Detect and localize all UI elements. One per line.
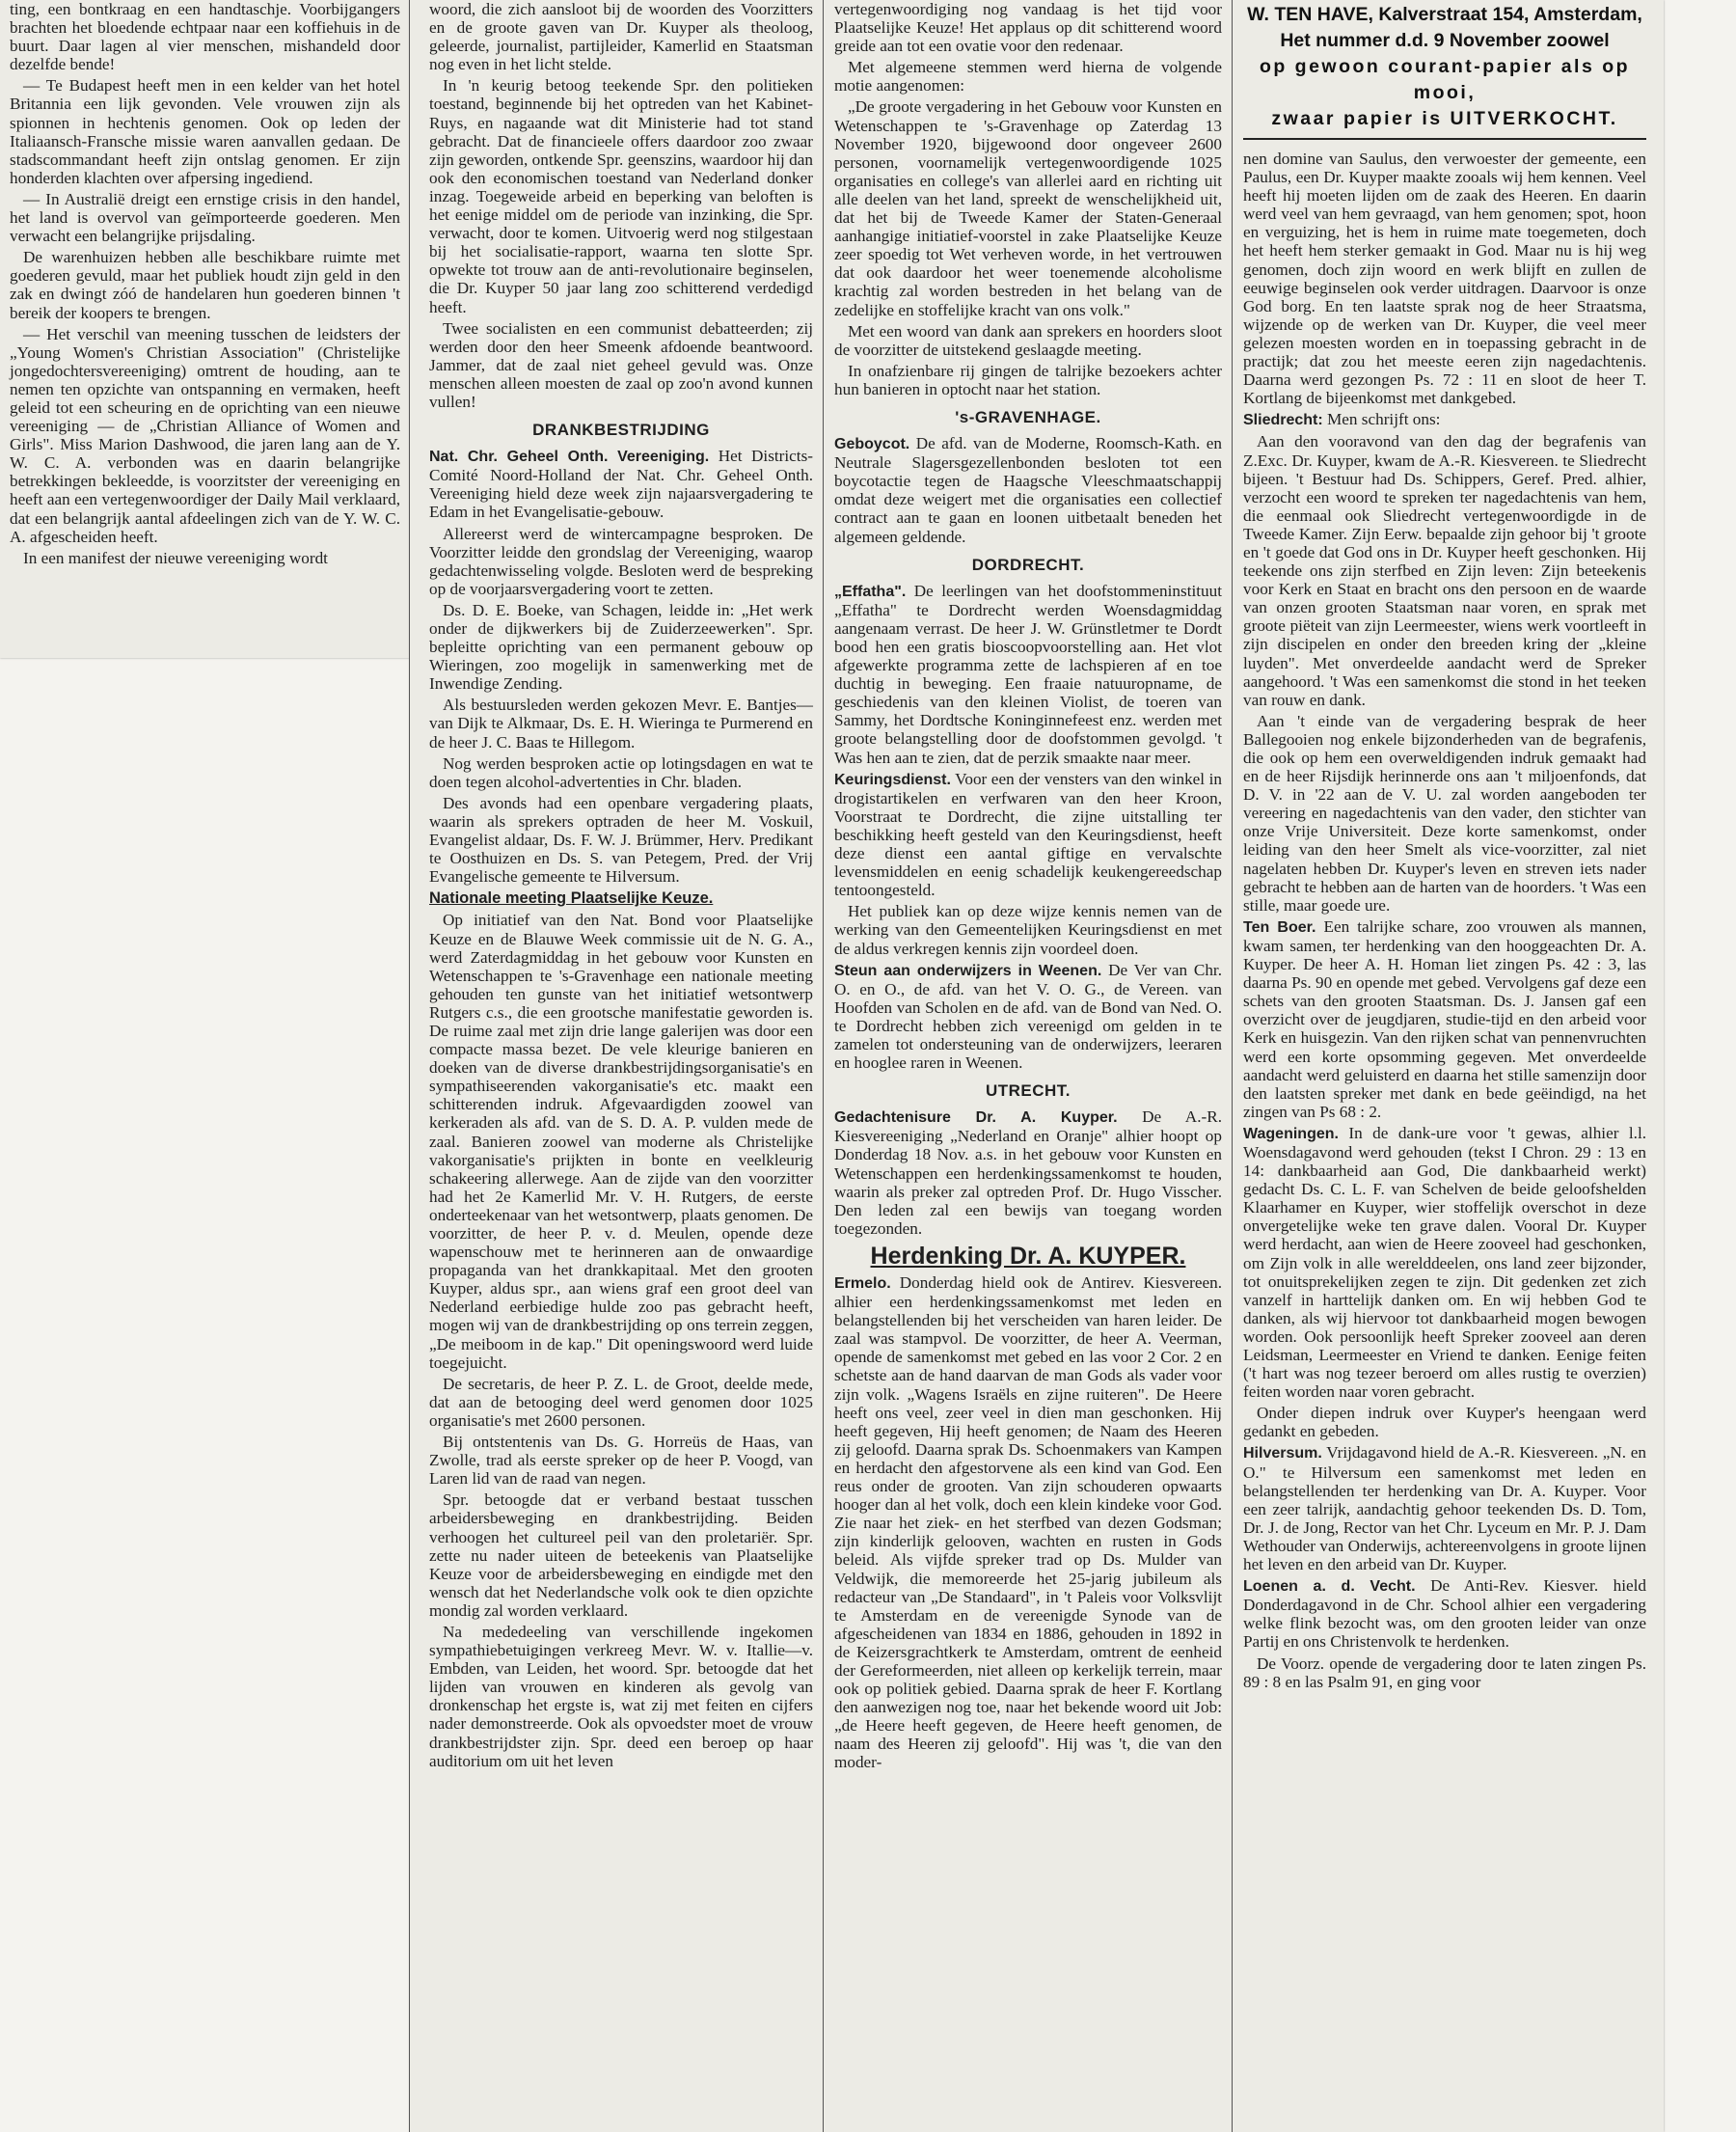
lead-in: Nat. Chr. Geheel Onth. Vereeniging. xyxy=(429,449,710,466)
lead-in: Keuringsdienst. xyxy=(834,771,951,788)
column-rule xyxy=(823,0,824,2132)
paragraph xyxy=(1243,1443,1646,1573)
paragraph xyxy=(834,770,1222,900)
paragraph: vertegenwoordiging nog vandaag is het tijd voor Plaatselijke Keuze! Het applaus op dit schitterend woord greide aan tot een ovatie voor den redenaar. xyxy=(834,0,1222,56)
paragraph: De secretaris, de heer P. Z. L. de Groot, deelde mede, dat aan de betooging deel werd genomen door 1025 organisatie's met 2600 personen. xyxy=(429,1374,813,1430)
subheading-nationale-meeting: Nationale meeting Plaatselijke Keuze. xyxy=(429,889,714,908)
lead-text: Vrijdagavond hield de A.-R. Kiesvereen. „N. en O." te Hilversum een samenkomst met leden en belangstellenden ter herdenking van Dr. A. Kuyper. Voor een zeer talrijk, aandachtig gehoor teekenden Ds. D. Tom, Dr. J. de Jong, Rector van het Chr. Lyceum en Mr. P. J. Dam Wethouder van Onderwijs, achtereenvolgens in groote lijnen het leven en den arbeid van Dr. Kuyper. xyxy=(1243,1443,1646,1574)
paragraph: Als bestuursleden werden gekozen Mevr. E. Bantjes—van Dijk te Alkmaar, Ds. E. H. Wieringa te Purmerend en de heer J. C. Baas te Hillegom. xyxy=(429,696,813,752)
lead-text: Een talrijke schare, zoo vrouwen als mannen, kwam samen, ter herdenking van den hooggeachten Dr. A. Kuyper. De heer A. H. Homan liet zingen Ps. 42 : 3, las daarna Ps. 90 en opende met gebed. Vervolgens gaf deze een schets van den grooten Staatsman. Ds. J. Jansen gaf een overzicht over de jeugdjaren, studie-tijd en den arbeid voor Kerk en huisgezin. Van den rijken schat van pennenvruchten werd een korte opsomming gegeven. Met onverdeelde aandacht werd geluisterd en daarna het stille samenzijn door den laatsten spreker met dank en bede geëindigd, na het zingen van Ps 68 : 2. xyxy=(1243,916,1646,1121)
section-heading-drankbestrijding: DRANKBESTRIJDING xyxy=(532,421,710,440)
column-four xyxy=(1243,0,1646,1694)
lead-text: De leerlingen van het doofstommeninstituut „Effatha" te Dordrecht werden Woensdagmiddag aangenaam verrast. De heer J. W. Grünstletmer te Dordt bood hen een gratis bioscoopvoorstelling aan. Het vlot afgewerkte programma zette de lachspieren af en toe duchtig in beweging. Een fraaie natuuropname, de geschiedenis van den kleinen Violist, de toeren van Sammy, het Dordtsche Koninginnefeest enz. werden met groote belangstelling door de doofstommen gevolgd. 't Was hen aan te zien, dat de perzik smaakte naar meer. xyxy=(834,581,1222,767)
section-heading-gravenhage: 's-GRAVENHAGE. xyxy=(955,407,1101,426)
paragraph: Bij ontstentenis van Ds. G. Horreüs de Haas, van Zwolle, trad als eerste spreker op de heer P. Voogd, van Laren lid van de raad van negen. xyxy=(429,1433,813,1489)
paragraph xyxy=(834,434,1222,546)
paragraph: Met een woord van dank aan sprekers en hoorders sloot de voorzitter de uitstekend geslaagde meeting. xyxy=(834,321,1222,359)
lead-text: Donderdag hield ook de Antirev. Kiesvereen. alhier een herdenkingssamenkomst met leden en belangstellenden bij het verscheiden van haren leider. De zaal was stampvol. De voorzitter, de heer A. Veerman, opende de samenkomst met gebed en las voor 2 Cor. 2 en schetste aan de hand daarvan de man Gods als vader voor zijn volk. „Wagens Israëls en zijne ruiteren". De Heere heeft ons veel, zeer veel in dien man geschonken. Hij heeft gegeven, Hij heeft genomen; de Naam des Heeren zij geloofd. Daarna sprak Ds. Schoenmakers van Kampen en herdacht den afgestorvene als een kind van God. Een reus onder de grooten. Van zijn schouderen opwaarts hooger dan al het volk, doch een klein kindeke voor God. Zie naar het ziek- en het sterfbed van dezen Godsman; zijn kinderlijk gelooven, wachten en rusten in Gods beleid. Als vijfde spreker trad op Ds. Mulder van Veldwijk, die memoreerde het 25-jarig jubileum als redacteur van „De Standaard", in 't Paleis voor Volksvlijt te Amsterdam en de vereenigde Synode van de afgescheidenen van 1834 en 1886, gehouden in 1892 in de Keizersgrachtkerk te Amsterdam, omtrent de eenheid der Gereformeerden, niet alleen op kerkelijk terrein, maar ook op politiek gebied. Daarna sprak de heer F. Kortlang den aanwezigen nog toe, naar het bekende woord uit Job: „de Heere heeft gegeven, de Heere heeft genomen, de naam des Heeren zij geloofd". Hij was 't, die van den moder- xyxy=(834,1273,1222,1772)
lead-text: De Anti-Rev. Kiesver. hield Donderdagavond in de Chr. School alhier een vergadering welke flink bezocht was, om den grooten leider van onze Partij en ons Christenvolk te herdenken. xyxy=(1243,1576,1647,1652)
paragraph: nen domine van Saulus, den verwoester der gemeente, een Paulus, een Dr. Kuyper maakte zooals wij hem kennen. Veel heeft hij moeten lijden om de zaak des Heeren. En daarin werd veel van hem gevraagd, van hem genomen; spot, hoon en verguizing, het is hem in ruime mate toegemeten, doch het heeft hem sterker gemaakt in God. Maar nu is hij weg genomen, doch zijn woord en werk blijft en zullen de eeuwige beginselen ook verder uitdragen. Daarvoor is onze God borg. En ten laatste sprak nog de heer Straatsma, wijzende op de werken van Dr. Kuyper, die veel meer gelezen moesten worden en in toepassing gebracht in de practijk; dat zou het meeste eeren zijn nagedachtenis. Daarna werd gezongen Ps. 72 : 11 en sloot de heer T. Kortlang de bijeenkomst met dankgebed. xyxy=(1243,150,1646,408)
paragraph: „De groote vergadering in het Gebouw voor Kunsten en Wetenschappen te 's-Gravenhage op Zaterdag 13 November 1920, bijgewoond door ongeveer 2600 personen, voornamelijk vertegenwoordigende 1025 organisaties en college's van allerlei aard en richting uit alle deelen van het land, spreekt de wenschelijkheid uit, dat het bij de Tweede Kamer der Staten-Generaal aanhangige initiatief-voorstel in zake Plaatselijke Keuze zeer spoedig tot Wet verheven worde, in het vertrouwen dat ook daardoor het weer toenemende alcoholisme krachtig zal worden bestreden in het belang van de zedelijke en stoffelijke kracht van ons volk." xyxy=(834,97,1222,319)
lead-in: Wageningen. xyxy=(1243,1125,1339,1142)
paragraph: Op initiatief van den Nat. Bond voor Plaatselijke Keuze en de Blauwe Week commissie uit de N. G. A., werd Zaterdagmiddag in het gebouw voor Kunsten en Wetenschappen te 's-Gravenhage een nationale meeting gehouden ten gunste van het initiatief wetsontwerp Rutgers c.s., die een grootsche manifestatie geworden is. De ruime zaal met zijn drie lange galerijen was door een compacte massa bezet. De vele kleurige banieren en doeken van de diverse drankbestrijdingsorganisatie's en sympathiseerenden vakorganisatie's etc. maakt een schitterenden indruk. Afgevaardigden zoowel van kerkeraden als afd. van de S. D. A. P. vulden mede de zaal. Banieren zoowel van moderne als Christelijke vakorganisatie's prijkten in bonte en veelkleurig schakeering allerwege. Aan de zijde van den voorzitter had het 2e Kamerlid Mr. V. H. Rutgers, de eerste onderteekenaar van het wetsontwerp, plaats genomen. De voorzitter, de heer P. v. d. Meulen, opende deze wapenschouw met te herinneren aan de onwaardige propaganda van het drankkapitaal. Met den grooten Kuyper, aldus spr., aan wiens graf een groot deel van Nederland eerbiedige hulde zoo pas gebracht heeft, mogen wij van de drankbestrijding op ons terrein zeggen, „De meiboom in de kap." Dit openingswoord werd luide toegejuicht. xyxy=(429,911,813,1372)
lead-in: Sliedrecht: xyxy=(1243,412,1323,429)
paragraph: De warenhuizen hebben alle beschikbare ruimte met goederen gevuld, maar het publiek houdt zijn geld in den zak en dwingt zóó de handelaren hun goederen binnen 't bereik der koopers te brengen. xyxy=(10,248,400,322)
lead-in: „Effatha". xyxy=(834,583,907,600)
paragraph: — Het verschil van meening tusschen de leidsters der „Young Women's Christian Association" (Christelijke jongedochtersvereeniging) omtrent de houding, aan te nemen ten opzichte van ontspanning en vermaken, heeft geleid tot een scheuring en de oprichting van een nieuwe vereeniging — de „Christian Alliance of Women and Girls". Miss Marion Dashwood, die jaren lang aan de Y. W. C. A. verbonden was en daarin belangrijke betrekkingen bekleedde, is voorzitster der vereeniging en heeft aan een vertegenwoordiger der Daily Mail verklaard, dat een belangrijk aantal afdeelingen zich van de Y. W. C. A. afgescheiden heeft. xyxy=(10,324,400,546)
paragraph xyxy=(1243,1576,1646,1651)
lead-text: De A.-R. Kiesvereeniging „Nederland en Oranje" alhier hoopt op Donderdag 18 Nov. a.s. in het gebouw voor Kunsten en Wetenschappen een herdenkingssamenkomst te houden, waarin als preker zal optreden Prof. Dr. Hugo Visscher. Den leden zal een bewijs van toegang worden toegezonden. xyxy=(834,1107,1222,1238)
paragraph xyxy=(834,1107,1222,1238)
section-heading-utrecht: UTRECHT. xyxy=(985,1081,1071,1101)
advertisement-box xyxy=(1243,0,1646,140)
paragraph: Aan den vooravond van den dag der begrafenis van Z.Exc. Dr. Kuyper, kwam de A.-R. Kiesvereen. te Sliedrecht bijeen. 't Bestuur had Ds. Schippers, Geref. Pred. alhier, verzocht een woord te spreken ter nagedachtenis van hem, die eenmaal ook Sliedrecht vertegenwoordigde in de Tweede Kamer. Zijn Eerw. bepaalde zijn gehoor bij 't groote en 't goede dat God ons in Dr. Kuyper heeft geschonken. Hij teekende ons zijn sterfbed en Zijn leven: Zijn beteekenis voor Kerk en Staat en bracht ons den persoon en de waarde van onzen grooten Staatsman naar voren, en sprak met groote piëteit van zijn Leermeester, wiens werk voortleeft in zijn discipelen en onder den breeden kring der „kleine luyden". Met onverdeelde aandacht werd de Spreker aangehoord. 't Was een samenkomst die stond in het teeken van rouw en dank. xyxy=(1243,432,1646,709)
paragraph xyxy=(834,1273,1222,1772)
lead-in: Geboycot. xyxy=(834,436,910,453)
lead-in: Ermelo. xyxy=(834,1275,891,1292)
lead-in: Hilversum. xyxy=(1243,1445,1322,1462)
column-two xyxy=(429,0,813,1773)
lead-in: Ten Boer. xyxy=(1243,918,1316,936)
paragraph: Des avonds had een openbare vergadering plaats, waarin als sprekers optraden de heer M. Voskuil, Evangelist aldaar, Ds. F. W. J. Brümmer, Herv. Predikant te Oosthuizen en Ds. S. van Petegem, Pred. der Vrij Evangelische gemeente te Hilversum. xyxy=(429,793,813,887)
column-rule xyxy=(1232,0,1233,2132)
paragraph xyxy=(834,582,1222,767)
paragraph: Aan 't einde van de vergadering besprak de heer Ballegooien nog enkele bijzonderheden van de begrafenis, die ook op hem een overweldigenden indruk gemaakt had en de heer Rijsdijk herinnerde ons aan 't miljoenfonds, dat D. V. in '22 aan de V. U. zal worden aangeboden ter vereering en nagedachtenis van den vader, den stichter van onze Vrije Universiteit. Deze korte samenkomst, onder leiding van den heer Smelt als vice-voorzitter, zal niet nagelaten hebben Dr. Kuyper's leven en streven iets nader gebracht te hebben aan de harten van de hoorders. 't Was een stille, maar goede ure. xyxy=(1243,711,1646,915)
paragraph: Spr. betoogde dat er verband bestaat tusschen arbeidersbeweging en drankbestrijding. Beiden verhoogen het cultureel peil van den proletariër. Spr. zette nu nader uiteen de beteekenis van Plaatselijke Keuze voor de arbeidersbeweging en eindigde met den wensch dat het Nederlandsche volk ook te dien opzichte mondig zal worden verklaard. xyxy=(429,1490,813,1620)
paragraph: Twee socialisten en een communist debatteerden; zij werden door den heer Smeenk afdoende beantwoord. Jammer, dat de zaal niet geheel gevuld was. Onze menschen alleen moesten de zaal op zoo'n avond kunnen vullen! xyxy=(429,318,813,411)
paragraph: Na mededeeling van verschillende ingekomen sympathiebetuigingen verkreeg Mevr. W. v. Itallie—v. Embden, van Leiden, het woord. Spr. betoogde dat het lijden van vrouwen en kinderen als gevolg van dronkenschap het ergste is, wat zij met feiten en cijfers nader demonstreerde. Ook als opvoedster moet de vrouw drankbestrijdster zijn. Spr. deed een beroep op haar auditorium om uit het leven xyxy=(429,1622,813,1770)
ad-line: zwaar papier is UITVERKOCHT. xyxy=(1271,108,1618,129)
lead-in: Gedachtenisure Dr. A. Kuyper. xyxy=(834,1109,1118,1127)
lead-text: Men schrijft ons: xyxy=(1326,410,1441,429)
paragraph xyxy=(1243,917,1646,1121)
lead-text: Voor een der vensters van den winkel in drogistartikelen en verfwaren van den heer Kroon, Voorstraat te Dordrecht, die zijne uitstalling ter beschikking heeft gesteld van den Keuringsdienst, heeft deze dienst een aantal giftige en vervalschte levensmiddelen en eenig schadelijk keukengereedschap tentoongesteld. xyxy=(834,769,1222,900)
paragraph: In 'n keurig betoog teekende Spr. den politieken toestand, beginnende bij het optreden van het Kabinet-Ruys, en nagaande wat dit Ministerie had tot stand gebracht. Dat de financieele offers daardoor zoo zwaar zijn geworden, ontkende Spr. geenszins, waardoor hij dan ook den economischen toestand van Nederland donker inzag. Toegeweide arbeid en beperking van beloften is het eenige middel om de periode van inzinking, die Spr. verwacht, door te komen. Uitvoerig werd nog stilgestaan bij het socialisatie-rapport, waarna ten slotte Spr. opwekte tot trouw aan de anti-revolutionaire beginselen, die Dr. Kuyper 50 jaar lang zoo schitterend verdedigd heeft. xyxy=(429,76,813,316)
lead-in: Loenen a. d. Vecht. xyxy=(1243,1578,1416,1596)
lead-text: De Ver van Chr. O. en O., de afd. van het V. O. G., de Vereen. van Hoofden van Scholen en de afd. van de Bond van Ned. O. te Dordrecht hebben zich vereenigd om gelden in te zamelen tot ondersteuning van de onderwijzers, leeraren en hooglee raren in Weenen. xyxy=(834,960,1222,1073)
clipping-main xyxy=(410,0,1664,2132)
lead-text: In de dank-ure voor 't gewas, alhier l.l. Woensdagavond werd gehouden (tekst I Chron. 29 : 13 en 14: dankbaarheid aan God, Die dankbaarheid werkt) gedacht Ds. C. L. F. van Schelven de beide geloofshelden Klaarhamer en Kuyper, wier stoffelijk overschot in deze onvergetelijke weke ten grave dalen. Vooral Dr. Kuyper werd herdacht, aan wien de Heere zooveel had geschonken, om Zijn volk in alle werelddeelen, ons land zeer bijzonder, tot onuitsprekelijken zegen te zijn. Dit gedenken zet zich vanzelf in harttelijk danken om. En wij hebben God te danken, als wij hiervoor tot dankbaarheid mogen bewogen worden. Ook persoonlijk heeft Spreker zooveel aan deren Leidsman, Leermeester en Vriend te danken. Eenige feiten ('t hart was nog tezeer beroerd om alles rustig te overzien) feiten worden naar voren gebracht. xyxy=(1243,1123,1647,1402)
paragraph: Ds. D. E. Boeke, van Schagen, leidde in: „Het werk onder de dijkwerkers bij de Zuiderzeewerken". Spr. bepleitte oprichting van een permanent gebouw op Wieringen, zoo mogelijk in samenwerking met de Inwendige Zending. xyxy=(429,600,813,694)
paragraph xyxy=(429,447,813,521)
ad-line: W. TEN HAVE, Kalverstraat 154, Amsterdam, xyxy=(1247,4,1642,25)
column-rule xyxy=(409,0,410,2132)
paragraph: Met algemeene stemmen werd hierna de volgende motie aangenomen: xyxy=(834,58,1222,96)
paragraph xyxy=(834,961,1222,1073)
paragraph: In onafzienbare rij gingen de talrijke bezoekers achter hun banieren in optocht naar het station. xyxy=(834,361,1222,398)
paragraph: De Voorz. opende de vergadering door te laten zingen Ps. 89 : 8 en las Psalm 91, en ging voor xyxy=(1243,1654,1646,1691)
lead-text: Het Districts-Comité Noord-Holland der Nat. Chr. Geheel Onth. Vereeniging hield deze week zijn najaarsvergadering te Edam in het Evangelisatie-gebouw. xyxy=(429,447,813,522)
paragraph: Allereerst werd de wintercampagne besproken. De Voorzitter leidde den grondslag der Vereeniging, waarop gedachtenwisseling volgde. Besloten werd de bespreking op de voorjaarsvergadering voort te zetten. xyxy=(429,524,813,598)
paragraph: woord, die zich aansloot bij de woorden des Voorzitters en de groote gaven van Dr. Kuyper als theoloog, geleerde, journalist, partijleider, Kamerlid en Staatsman nog even in het licht stelde. xyxy=(429,0,813,74)
lead-in: Steun aan onderwijzers in Weenen. xyxy=(834,962,1102,979)
paragraph: In een manifest der nieuwe vereeniging wordt xyxy=(23,548,328,567)
clipping-left-fragment xyxy=(0,0,410,658)
paragraph: — Te Budapest heeft men in een kelder van het hotel Britannia een lijk gevonden. Vele vrouwen zijn als spionnen in hechtenis genomen. Ook op leden der Italiaansch-Fransche missie waren aanvallen gedaan. De stadscommandant heeft zijn ontslag genomen. Er zijn honderden klachten over afpersing ingediend. xyxy=(10,76,400,187)
paragraph: ting, een bontkraag en een handtaschje. Voorbijgangers brachten het bloedende echtpaar naar een koffiehuis in de buurt. Daar lagen al vier menschen, mishandeld door dezelfde bende! xyxy=(10,0,400,74)
column-left xyxy=(10,0,400,570)
ad-line: Het nummer d.d. 9 November zoowel xyxy=(1280,30,1610,51)
paragraph xyxy=(1243,1124,1646,1401)
section-heading-dordrecht: DORDRECHT. xyxy=(971,555,1085,574)
paragraph: Nog werden besproken actie op lotingsdagen en wat te doen tegen alcohol-advertenties in Chr. bladen. xyxy=(429,753,813,791)
paragraph: — In Australië dreigt een ernstige crisis in den handel, het land is overvol van geïmporteerde goederen. Men verwacht een belangrijke prijsdaling. xyxy=(10,189,400,246)
paragraph: Onder diepen indruk over Kuyper's heengaan werd gedankt en gebeden. xyxy=(1243,1404,1646,1441)
paragraph xyxy=(1243,410,1646,429)
headline-herdenking-kuyper: Herdenking Dr. A. KUYPER. xyxy=(870,1242,1186,1270)
column-three xyxy=(834,0,1222,1775)
paragraph: Het publiek kan op deze wijze kennis nemen van de werking van den Gemeentelijken Keuringsdienst en met de aldus verkregen kennis zijn voordeel doen. xyxy=(834,902,1222,958)
lead-text: De afd. van de Moderne, Roomsch-Kath. en Neutrale Slagersgezellenbonden besloten tot een boycotactie tegen de Haagsche Vleeschmaatschappij omdat deze weigert met die organisaties een collectief contract aan te gaan en loonen uitbetaalt beneden het algemeen geldende. xyxy=(834,434,1223,546)
ad-line: op gewoon courant-papier als op mooi, xyxy=(1259,56,1631,103)
